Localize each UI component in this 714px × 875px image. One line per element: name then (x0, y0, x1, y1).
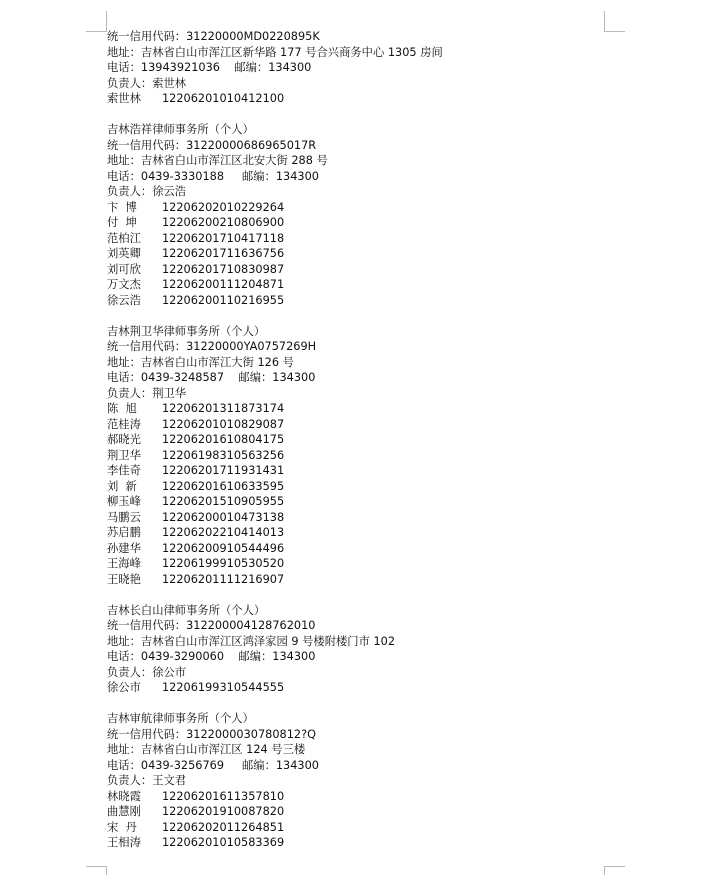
lawyer-row (107, 525, 607, 541)
lawyer-license-number: 12206202011264851 (162, 820, 285, 834)
firm-name: 吉林荆卫华律师事务所（个人） (107, 324, 266, 338)
section-spacer (107, 587, 607, 603)
lawyer-license-number: 12206201311873174 (162, 402, 285, 415)
lawyer-row (107, 789, 607, 805)
firm-credit-code: 统一信用代码：312200004128762010 (107, 619, 316, 632)
lawyer-license-number: 12206199910530520 (162, 557, 285, 570)
margin-mark-top-left (86, 11, 107, 32)
lawyer-name: 宋 丹 (107, 820, 137, 834)
firm-name: 吉林浩祥律师事务所（个人） (107, 123, 254, 136)
lawyer-license-number: 12206201010412100 (162, 92, 285, 105)
lawyer-name: 柳玉峰 (107, 495, 141, 508)
lawyer-license-number: 12206200110216955 (162, 293, 285, 307)
firm-name: 吉林长白山律师事务所（个人） (107, 603, 266, 617)
lawyer-row (107, 572, 607, 588)
firm-head: 负责人：徐公市 (107, 665, 187, 679)
firm-credit-code: 统一信用代码：3122000030780812?Q (107, 727, 316, 741)
firm-credit-code: 统一信用代码：31220000YA0757269H (107, 340, 317, 353)
lawyer-license-number: 12206202010229264 (162, 200, 285, 214)
lawyer-name: 徐公市 (107, 681, 141, 694)
lawyer-row (107, 432, 607, 448)
firm-info-line: 统一信用代码：31220000MD0220895K (107, 30, 320, 43)
lawyer-name: 卞 博 (107, 200, 137, 214)
lawyer-row (107, 401, 607, 417)
firm-phone: 电话：0439-3330188 邮编：134300 (107, 169, 319, 183)
lawyer-license-number: 12206200010473138 (162, 510, 285, 524)
lawyer-name: 刘 新 (107, 479, 137, 493)
lawyer-name: 王海峰 (107, 557, 141, 570)
lawyer-name: 王晓艳 (107, 572, 141, 586)
lawyer-name: 苏启鹏 (107, 526, 141, 539)
lawyer-row (107, 541, 607, 557)
lawyer-name: 付 坤 (107, 216, 137, 229)
lawyer-row (107, 231, 607, 247)
lawyer-license-number: 12206201010583369 (162, 836, 285, 849)
lawyer-name: 郝晓光 (107, 433, 141, 446)
firm-address: 地址：吉林省白山市浑江大街 126 号 (107, 355, 294, 369)
lawyer-row (107, 479, 607, 495)
lawyer-row (107, 200, 607, 216)
lawyer-row (107, 293, 607, 309)
lawyer-name: 陈 旭 (107, 402, 137, 415)
lawyer-license-number: 12206200910544496 (162, 541, 285, 555)
lawyer-row (107, 448, 607, 464)
lawyer-license-number: 12206201711636756 (162, 247, 285, 260)
lawyer-row (107, 215, 607, 231)
lawyer-license-number: 12206201711931431 (162, 464, 285, 477)
margin-mark-top-right (604, 11, 625, 32)
lawyer-license-number: 12206201910087820 (162, 805, 285, 818)
lawyer-license-number: 12206200111204871 (162, 278, 285, 291)
lawyer-license-number: 12206201010829087 (162, 417, 285, 431)
lawyer-row (107, 556, 607, 572)
lawyer-license-number: 12206201510905955 (162, 495, 285, 508)
lawyer-name: 荆卫华 (107, 448, 141, 462)
section-spacer (107, 308, 607, 324)
lawyer-name: 范柏江 (107, 231, 141, 245)
firm-head: 负责人：王文君 (107, 774, 187, 787)
section-spacer (107, 696, 607, 712)
lawyer-row (107, 804, 607, 820)
lawyer-row (107, 246, 607, 262)
firm-phone: 电话：0439-3248587 邮编：134300 (107, 371, 316, 384)
lawyer-license-number: 12206200210806900 (162, 216, 285, 229)
lawyer-row (107, 820, 607, 836)
lawyer-name: 万文杰 (107, 278, 141, 291)
lawyer-license-number: 12206201710417118 (162, 231, 285, 245)
lawyer-license-number: 12206199310544555 (162, 681, 285, 694)
lawyer-row (107, 463, 607, 479)
lawyer-license-number: 12206201710830987 (162, 262, 285, 276)
lawyer-row (107, 494, 607, 510)
firm-phone: 电话：0439-3256769 邮编：134300 (107, 758, 319, 772)
lawyer-row (107, 417, 607, 433)
lawyer-license-number: 12206201111216907 (162, 572, 285, 586)
lawyer-name: 索世林 (107, 92, 141, 105)
firm-address: 地址：吉林省白山市浑江区鸿泽家园 9 号楼附楼门市 102 (107, 634, 396, 648)
firm-credit-code: 统一信用代码：31220000686965017R (107, 138, 317, 152)
firm-name: 吉林审航律师事务所（个人） (107, 712, 254, 725)
lawyer-license-number: 12206201611357810 (162, 789, 285, 803)
lawyer-row (107, 277, 607, 293)
lawyer-license-number: 12206198310563256 (162, 448, 285, 462)
lawyer-license-number: 12206201610804175 (162, 433, 285, 446)
lawyer-name: 王相涛 (107, 836, 141, 849)
lawyer-name: 刘可欣 (107, 262, 141, 276)
lawyer-license-number: 12206201610633595 (162, 479, 285, 493)
document-body (107, 29, 607, 851)
lawyer-license-number: 12206202210414013 (162, 526, 285, 539)
lawyer-row (107, 835, 607, 851)
firm-info-line: 电话：13943921036 邮编：134300 (107, 61, 312, 74)
lawyer-row (107, 510, 607, 526)
lawyer-row (107, 91, 607, 107)
lawyer-name: 徐云浩 (107, 293, 141, 307)
lawyer-name: 马鹏云 (107, 510, 141, 524)
firm-info-line: 地址：吉林省白山市浑江区新华路 177 号合兴商务中心 1305 房间 (107, 45, 443, 59)
lawyer-row (107, 262, 607, 278)
lawyer-name: 孙建华 (107, 541, 141, 555)
firm-head: 负责人：徐云浩 (107, 185, 187, 198)
lawyer-name: 曲慧刚 (107, 805, 141, 818)
section-spacer (107, 107, 607, 123)
firm-address: 地址：吉林省白山市浑江区北安大街 288 号 (107, 154, 328, 167)
lawyer-name: 范桂涛 (107, 417, 141, 431)
firm-address: 地址：吉林省白山市浑江区 124 号三楼 (107, 743, 306, 756)
lawyer-row (107, 680, 607, 696)
lawyer-name: 李佳奇 (107, 464, 141, 477)
firm-head: 负责人：荆卫华 (107, 386, 187, 400)
firm-phone: 电话：0439-3290060 邮编：134300 (107, 650, 316, 663)
lawyer-name: 刘英卿 (107, 247, 141, 260)
firm-info-line: 负责人：索世林 (107, 76, 187, 90)
lawyer-name: 林晓霞 (107, 789, 141, 803)
